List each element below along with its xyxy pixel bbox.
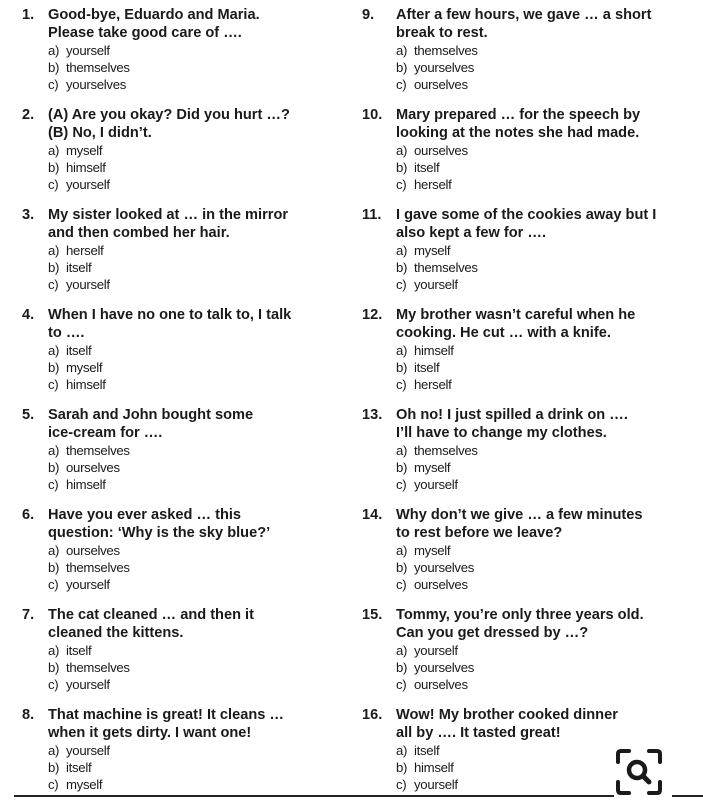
option-text: itself bbox=[66, 643, 92, 658]
question-item bbox=[22, 206, 342, 293]
answer-option[interactable] bbox=[48, 59, 342, 76]
question-line: Have you ever asked … this bbox=[48, 507, 242, 523]
answer-option[interactable] bbox=[396, 576, 698, 593]
answer-option[interactable] bbox=[48, 142, 342, 159]
answer-option[interactable] bbox=[48, 42, 342, 59]
question-number: 7. bbox=[22, 607, 35, 623]
left-question-column bbox=[22, 6, 342, 806]
question-prompt bbox=[362, 406, 698, 442]
question-number: 2. bbox=[22, 107, 35, 123]
option-text: itself bbox=[414, 160, 440, 175]
option-letter: c) bbox=[48, 77, 59, 92]
option-text: yourself bbox=[414, 643, 458, 658]
question-line: Sarah and John bought some bbox=[48, 407, 254, 423]
option-letter: c) bbox=[396, 477, 407, 492]
option-letter: b) bbox=[48, 160, 60, 175]
question-number: 13. bbox=[362, 407, 383, 423]
answer-option[interactable] bbox=[48, 276, 342, 293]
question-text bbox=[396, 606, 698, 642]
option-letter: b) bbox=[48, 60, 60, 75]
option-letter: a) bbox=[396, 343, 408, 358]
answer-option[interactable] bbox=[48, 559, 342, 576]
question-text bbox=[396, 206, 698, 242]
option-text: yourself bbox=[414, 277, 458, 292]
answer-option[interactable] bbox=[396, 476, 698, 493]
question-text bbox=[48, 106, 342, 142]
option-letter: b) bbox=[48, 460, 60, 475]
question-item bbox=[362, 106, 698, 193]
question-prompt bbox=[362, 6, 698, 42]
question-line: and then combed her hair. bbox=[48, 225, 230, 241]
option-text: themselves bbox=[66, 60, 130, 75]
question-text bbox=[48, 606, 342, 642]
option-letter: a) bbox=[48, 243, 60, 258]
answer-option[interactable] bbox=[396, 176, 698, 193]
answer-option[interactable] bbox=[48, 459, 342, 476]
question-item bbox=[362, 206, 698, 293]
answer-option[interactable] bbox=[396, 342, 698, 359]
question-number: 8. bbox=[22, 707, 35, 723]
question-item bbox=[362, 506, 698, 593]
option-text: herself bbox=[414, 377, 452, 392]
question-number: 1. bbox=[22, 7, 35, 23]
option-text: yourself bbox=[414, 777, 458, 792]
answer-options bbox=[48, 342, 342, 393]
question-line: also kept a few for …. bbox=[396, 225, 547, 241]
option-text: himself bbox=[66, 160, 106, 175]
question-line: (B) No, I didn’t. bbox=[48, 125, 152, 141]
question-line: Good-bye, Eduardo and Maria. bbox=[48, 7, 260, 23]
option-letter: c) bbox=[396, 377, 407, 392]
option-text: yourself bbox=[414, 477, 458, 492]
answer-option[interactable] bbox=[396, 259, 698, 276]
question-prompt bbox=[22, 106, 342, 142]
option-text: themselves bbox=[414, 43, 478, 58]
answer-option[interactable] bbox=[48, 442, 342, 459]
answer-option[interactable] bbox=[48, 242, 342, 259]
question-text bbox=[396, 106, 698, 142]
answer-options bbox=[48, 642, 342, 693]
answer-option[interactable] bbox=[48, 342, 342, 359]
option-text: itself bbox=[66, 260, 92, 275]
answer-options bbox=[396, 542, 698, 593]
option-letter: c) bbox=[396, 677, 407, 692]
question-item bbox=[362, 606, 698, 693]
question-item bbox=[22, 406, 342, 493]
question-prompt bbox=[362, 606, 698, 642]
option-letter: b) bbox=[48, 560, 60, 575]
question-line: all by …. It tasted great! bbox=[396, 725, 561, 741]
answer-option[interactable] bbox=[396, 242, 698, 259]
answer-options bbox=[396, 142, 698, 193]
answer-option[interactable] bbox=[48, 159, 342, 176]
answer-option[interactable] bbox=[48, 259, 342, 276]
option-text: himself bbox=[66, 477, 106, 492]
option-letter: c) bbox=[396, 177, 407, 192]
answer-option[interactable] bbox=[396, 459, 698, 476]
option-text: yourselves bbox=[414, 560, 475, 575]
question-text bbox=[396, 506, 698, 542]
option-letter: b) bbox=[48, 760, 60, 775]
question-line: to rest before we leave? bbox=[396, 525, 563, 541]
option-letter: c) bbox=[48, 377, 59, 392]
answer-option[interactable] bbox=[396, 159, 698, 176]
question-prompt bbox=[362, 706, 698, 742]
answer-option[interactable] bbox=[48, 776, 342, 793]
option-letter: a) bbox=[48, 643, 60, 658]
option-letter: b) bbox=[396, 660, 408, 675]
bottom-divider bbox=[14, 795, 614, 797]
option-text: yourself bbox=[66, 577, 110, 592]
option-letter: c) bbox=[48, 177, 59, 192]
option-text: yourself bbox=[66, 743, 110, 758]
option-text: yourself bbox=[66, 677, 110, 692]
question-line: question: ‘Why is the sky blue?’ bbox=[48, 525, 271, 541]
question-line: Wow! My brother cooked dinner bbox=[396, 707, 618, 723]
question-line: cleaned the kittens. bbox=[48, 625, 184, 641]
answer-option[interactable] bbox=[48, 576, 342, 593]
option-letter: a) bbox=[48, 743, 60, 758]
answer-option[interactable] bbox=[396, 59, 698, 76]
question-item bbox=[22, 506, 342, 593]
question-line: Oh no! I just spilled a drink on …. bbox=[396, 407, 628, 423]
option-letter: c) bbox=[396, 577, 407, 592]
question-line: Mary prepared … for the speech by bbox=[396, 107, 641, 123]
option-text: itself bbox=[414, 360, 440, 375]
question-line: After a few hours, we gave … a short bbox=[396, 7, 652, 23]
question-line: to …. bbox=[48, 325, 85, 341]
answer-option[interactable] bbox=[48, 476, 342, 493]
question-item bbox=[362, 6, 698, 93]
option-letter: b) bbox=[396, 360, 408, 375]
option-text: ourselves bbox=[414, 577, 468, 592]
question-line: Please take good care of …. bbox=[48, 25, 242, 41]
question-item bbox=[362, 306, 698, 393]
option-text: ourselves bbox=[66, 460, 120, 475]
question-text bbox=[48, 6, 342, 42]
question-text bbox=[48, 706, 342, 742]
answer-option[interactable] bbox=[48, 759, 342, 776]
question-line: Can you get dressed by …? bbox=[396, 625, 589, 641]
option-letter: b) bbox=[396, 260, 408, 275]
question-number: 5. bbox=[22, 407, 35, 423]
option-text: herself bbox=[66, 243, 104, 258]
question-number: 10. bbox=[362, 107, 383, 123]
question-line: looking at the notes she had made. bbox=[396, 125, 640, 141]
option-text: myself bbox=[414, 543, 451, 558]
question-item bbox=[22, 306, 342, 393]
question-prompt bbox=[362, 506, 698, 542]
option-letter: b) bbox=[396, 160, 408, 175]
option-text: themselves bbox=[66, 443, 130, 458]
option-letter: b) bbox=[48, 260, 60, 275]
answer-option[interactable] bbox=[396, 359, 698, 376]
answer-option[interactable] bbox=[396, 676, 698, 693]
answer-option[interactable] bbox=[396, 76, 698, 93]
option-text: ourselves bbox=[414, 143, 468, 158]
answer-options bbox=[396, 442, 698, 493]
answer-option[interactable] bbox=[48, 642, 342, 659]
question-line: That machine is great! It cleans … bbox=[48, 707, 285, 723]
answer-options bbox=[396, 42, 698, 93]
option-text: yourself bbox=[66, 43, 110, 58]
option-text: myself bbox=[66, 777, 103, 792]
answer-options bbox=[48, 142, 342, 193]
option-letter: a) bbox=[396, 43, 408, 58]
option-letter: c) bbox=[48, 477, 59, 492]
option-text: themselves bbox=[414, 260, 478, 275]
question-number: 16. bbox=[362, 707, 383, 723]
question-number: 6. bbox=[22, 507, 35, 523]
option-letter: c) bbox=[396, 777, 407, 792]
answer-options bbox=[48, 742, 342, 793]
option-text: itself bbox=[414, 743, 440, 758]
question-text bbox=[48, 406, 342, 442]
question-line: My brother wasn’t careful when he bbox=[396, 307, 636, 323]
option-text: itself bbox=[66, 760, 92, 775]
right-question-column bbox=[362, 6, 698, 806]
option-letter: b) bbox=[396, 460, 408, 475]
question-number: 9. bbox=[362, 7, 375, 23]
answer-options bbox=[396, 242, 698, 293]
answer-option[interactable] bbox=[48, 542, 342, 559]
option-letter: a) bbox=[396, 243, 408, 258]
answer-options bbox=[48, 242, 342, 293]
question-prompt bbox=[22, 606, 342, 642]
option-text: herself bbox=[414, 177, 452, 192]
option-text: ourselves bbox=[414, 77, 468, 92]
option-letter: c) bbox=[48, 677, 59, 692]
option-letter: a) bbox=[396, 643, 408, 658]
option-letter: a) bbox=[48, 143, 60, 158]
option-letter: a) bbox=[48, 343, 60, 358]
question-prompt bbox=[22, 6, 342, 42]
option-text: itself bbox=[66, 343, 92, 358]
question-text bbox=[396, 706, 698, 742]
question-line: When I have no one to talk to, I talk bbox=[48, 307, 292, 323]
question-prompt bbox=[22, 206, 342, 242]
option-text: himself bbox=[66, 377, 106, 392]
answer-option[interactable] bbox=[48, 376, 342, 393]
answer-options bbox=[48, 542, 342, 593]
question-text bbox=[48, 306, 342, 342]
option-text: ourselves bbox=[414, 677, 468, 692]
question-number: 15. bbox=[362, 607, 383, 623]
answer-option[interactable] bbox=[48, 659, 342, 676]
question-number: 11. bbox=[362, 207, 382, 223]
option-text: himself bbox=[414, 343, 454, 358]
question-line: when it gets dirty. I want one! bbox=[48, 725, 252, 741]
option-text: themselves bbox=[66, 560, 130, 575]
option-text: himself bbox=[414, 760, 454, 775]
magnifier-icon[interactable] bbox=[614, 748, 664, 796]
question-text bbox=[396, 406, 698, 442]
option-letter: a) bbox=[48, 443, 60, 458]
bottom-divider-right bbox=[672, 795, 703, 797]
question-text bbox=[396, 306, 698, 342]
question-line: (A) Are you okay? Did you hurt …? bbox=[48, 107, 290, 123]
question-text bbox=[48, 506, 342, 542]
question-line: I’ll have to change my clothes. bbox=[396, 425, 607, 441]
option-text: yourselves bbox=[414, 660, 475, 675]
question-item bbox=[22, 606, 342, 693]
question-number: 4. bbox=[22, 307, 35, 323]
option-text: yourselves bbox=[66, 77, 127, 92]
option-letter: b) bbox=[48, 360, 60, 375]
question-prompt bbox=[22, 706, 342, 742]
option-text: yourselves bbox=[414, 60, 475, 75]
option-text: myself bbox=[66, 360, 103, 375]
option-letter: a) bbox=[396, 143, 408, 158]
answer-options bbox=[48, 42, 342, 93]
option-letter: c) bbox=[48, 577, 59, 592]
answer-option[interactable] bbox=[396, 276, 698, 293]
answer-option[interactable] bbox=[48, 359, 342, 376]
answer-option[interactable] bbox=[396, 559, 698, 576]
answer-options bbox=[396, 342, 698, 393]
question-line: break to rest. bbox=[396, 25, 488, 41]
question-line: Why don’t we give … a few minutes bbox=[396, 507, 643, 523]
answer-option[interactable] bbox=[396, 642, 698, 659]
option-text: themselves bbox=[66, 660, 130, 675]
question-item bbox=[22, 106, 342, 193]
question-prompt bbox=[362, 206, 698, 242]
question-number: 3. bbox=[22, 207, 35, 223]
question-line: I gave some of the cookies away but I bbox=[396, 207, 657, 223]
option-letter: b) bbox=[48, 660, 60, 675]
option-letter: a) bbox=[396, 443, 408, 458]
question-item bbox=[362, 406, 698, 493]
question-line: cooking. He cut … with a knife. bbox=[396, 325, 611, 341]
answer-option[interactable] bbox=[48, 742, 342, 759]
answer-option[interactable] bbox=[396, 442, 698, 459]
option-text: yourself bbox=[66, 277, 110, 292]
option-letter: b) bbox=[396, 60, 408, 75]
answer-option[interactable] bbox=[48, 676, 342, 693]
question-line: ice-cream for …. bbox=[48, 425, 163, 441]
answer-option[interactable] bbox=[396, 142, 698, 159]
question-item bbox=[22, 706, 342, 793]
option-letter: a) bbox=[48, 43, 60, 58]
question-prompt bbox=[362, 306, 698, 342]
question-number: 12. bbox=[362, 307, 383, 323]
question-item bbox=[22, 6, 342, 93]
answer-option[interactable] bbox=[396, 42, 698, 59]
option-letter: a) bbox=[48, 543, 60, 558]
option-text: myself bbox=[414, 460, 451, 475]
answer-options bbox=[48, 442, 342, 493]
question-line: The cat cleaned … and then it bbox=[48, 607, 254, 623]
option-letter: a) bbox=[396, 543, 408, 558]
option-text: ourselves bbox=[66, 543, 120, 558]
option-letter: c) bbox=[396, 277, 407, 292]
question-number: 14. bbox=[362, 507, 383, 523]
answer-option[interactable] bbox=[396, 376, 698, 393]
option-letter: a) bbox=[396, 743, 408, 758]
question-prompt bbox=[22, 306, 342, 342]
question-prompt bbox=[362, 106, 698, 142]
option-text: yourself bbox=[66, 177, 110, 192]
answer-option[interactable] bbox=[48, 176, 342, 193]
option-text: myself bbox=[66, 143, 103, 158]
option-letter: c) bbox=[48, 777, 59, 792]
option-letter: b) bbox=[396, 560, 408, 575]
option-text: themselves bbox=[414, 443, 478, 458]
option-letter: c) bbox=[48, 277, 59, 292]
question-prompt bbox=[22, 406, 342, 442]
question-text bbox=[396, 6, 698, 42]
answer-option[interactable] bbox=[48, 76, 342, 93]
answer-option[interactable] bbox=[396, 659, 698, 676]
answer-options bbox=[396, 642, 698, 693]
question-line: Tommy, you’re only three years old. bbox=[396, 607, 644, 623]
question-prompt bbox=[22, 506, 342, 542]
answer-option[interactable] bbox=[396, 542, 698, 559]
question-text bbox=[48, 206, 342, 242]
question-line: My sister looked at … in the mirror bbox=[48, 207, 289, 223]
option-letter: c) bbox=[396, 77, 407, 92]
option-text: myself bbox=[414, 243, 451, 258]
option-letter: b) bbox=[396, 760, 408, 775]
